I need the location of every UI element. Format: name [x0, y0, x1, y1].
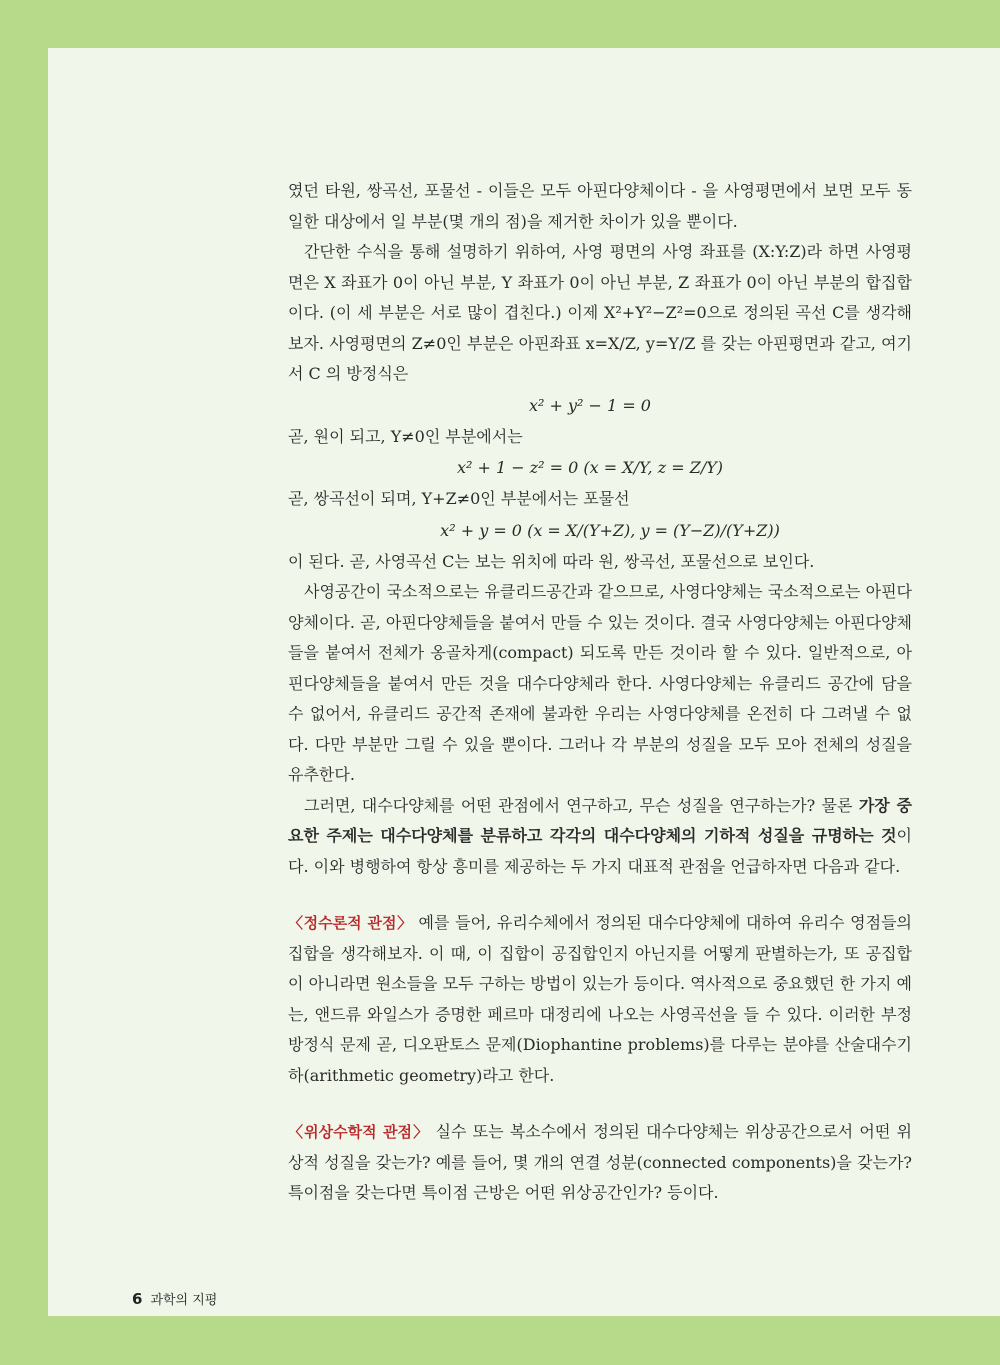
formula: x² + y = 0 (x = X/(Y+Z), y = (Y−Z)/(Y+Z)): [440, 520, 780, 540]
page-footer: [132, 1289, 217, 1308]
paragraph: [288, 791, 912, 883]
formula: x² + 1 − z² = 0 (x = X/Y, z = Z/Y): [456, 458, 724, 477]
page: [48, 48, 1000, 1316]
article-body: [288, 176, 912, 1209]
page-number: 6: [132, 1290, 143, 1308]
paragraph: 이 된다. 곧, 사영곡선 C는 보는 위치에 따라 원, 쌍곡선, 포물선으로 보인다.: [288, 551, 815, 571]
paragraph: 간단한 수식을 통해 설명하기 위하여, 사영 평면의 사영 좌표를 (X:Y:Z)라 하면 사영평면은 X 좌표가 0이 아닌 부분, Y 좌표가 0이 아닌 부분, Z 좌표가 0이 아닌 부분의 합집합이다. (이 세 부분은 서로 많이 겹친다.) 이제 X²+Y²−Z²=0으로 정의된 곡선 C를 생각해보자. 사영평면의 Z≠0인 부분은 아핀좌표 x=X/Z, y=Y/Z 를 갖는 아핀평면과 같고, 여기서 C 의 방정식은: [288, 242, 912, 383]
viewpoint-title: 〈위상수학적 관점〉: [288, 1123, 430, 1141]
viewpoint-text: 예를 들어, 유리수체에서 정의된 대수다양체에 대하여 유리수 영점들의 집합을 생각해보자. 이 때, 이 집합이 공집합인지 아닌지를 어떻게 판별하는가, 또 공집합이 아니라면 원소들을 모두 구하는 방법이 있는가 등이다. 역사적으로 중요했던 한 가지 예는, 앤드류 와일스가 증명한 페르마 대정리에 나오는 사영곡선을 들 수 있다. 이러한 부정방정식 문제 곧, 디오판토스 문제(Diophantine problems)를 다루는 분야를 산술대수기하(arithmetic geometry)라고 한다.: [288, 913, 912, 1085]
paragraph: 사영공간이 국소적으로는 유클리드공간과 같으므로, 사영다양체는 국소적으로는 아핀다양체이다. 곧, 아핀다양체들을 붙여서 만들 수 있는 것이다. 결국 사영다양체는 아핀다양체들을 붙여서 전체가 옹골차게(compact) 되도록 만든 것이라 할 수 있다. 일반적으로, 아핀다양체들을 붙여서 만든 것을 대수다양체라 한다. 사영다양체는 유클리드 공간에 담을 수 없어서, 유클리드 공간적 존재에 불과한 우리는 사영다양체를 온전히 다 그려낼 수 없다. 다만 부분만 그릴 수 있을 뿐이다. 그러나 각 부분의 성질을 모두 모아 전체의 성질을 유추한다.: [288, 582, 912, 784]
viewpoint-title: 〈정수론적 관점〉: [288, 914, 413, 932]
paragraph: 곧, 쌍곡선이 되며, Y+Z≠0인 부분에서는 포물선: [288, 489, 630, 508]
viewpoint-text: 실수 또는 복소수에서 정의된 대수다양체는 위상공간으로서 어떤 위상적 성질을 갖는가? 예를 들어, 몇 개의 연결 성분(connected components)을 갖는가? 특이점을 갖는다면 특이점 근방은 어떤 위상공간인가? 등이다.: [288, 1122, 912, 1202]
formula: x² + y² − 1 = 0: [529, 395, 651, 415]
paragraph: 였던 타원, 쌍곡선, 포물선 - 이들은 모두 아핀다양체이다 - 을 사영평면에서 보면 모두 동일한 대상에서 일 부분(몇 개의 점)을 제거한 차이가 있을 뿐이다.: [288, 181, 912, 231]
text-run: 이다. 이와 병행하여 항상 흥미를 제공하는 두 가지 대표적 관점을 언급하자면 다음과 같다.: [288, 826, 912, 876]
viewpoint-topology: [288, 1117, 912, 1209]
journal-name: 과학의 지평: [150, 1293, 218, 1308]
emphasis-text: 가장 중요한 주제는 대수다양체를 분류하고 각각의 대수다양체의 기하적 성질을 규명하는 것: [288, 795, 912, 845]
viewpoint-number-theory: [288, 908, 912, 1091]
text-run: 그러면, 대수다양체를 어떤 관점에서 연구하고, 무슨 성질을 연구하는가? 물론: [304, 795, 859, 815]
paragraph: 곧, 원이 되고, Y≠0인 부분에서는: [288, 426, 523, 446]
